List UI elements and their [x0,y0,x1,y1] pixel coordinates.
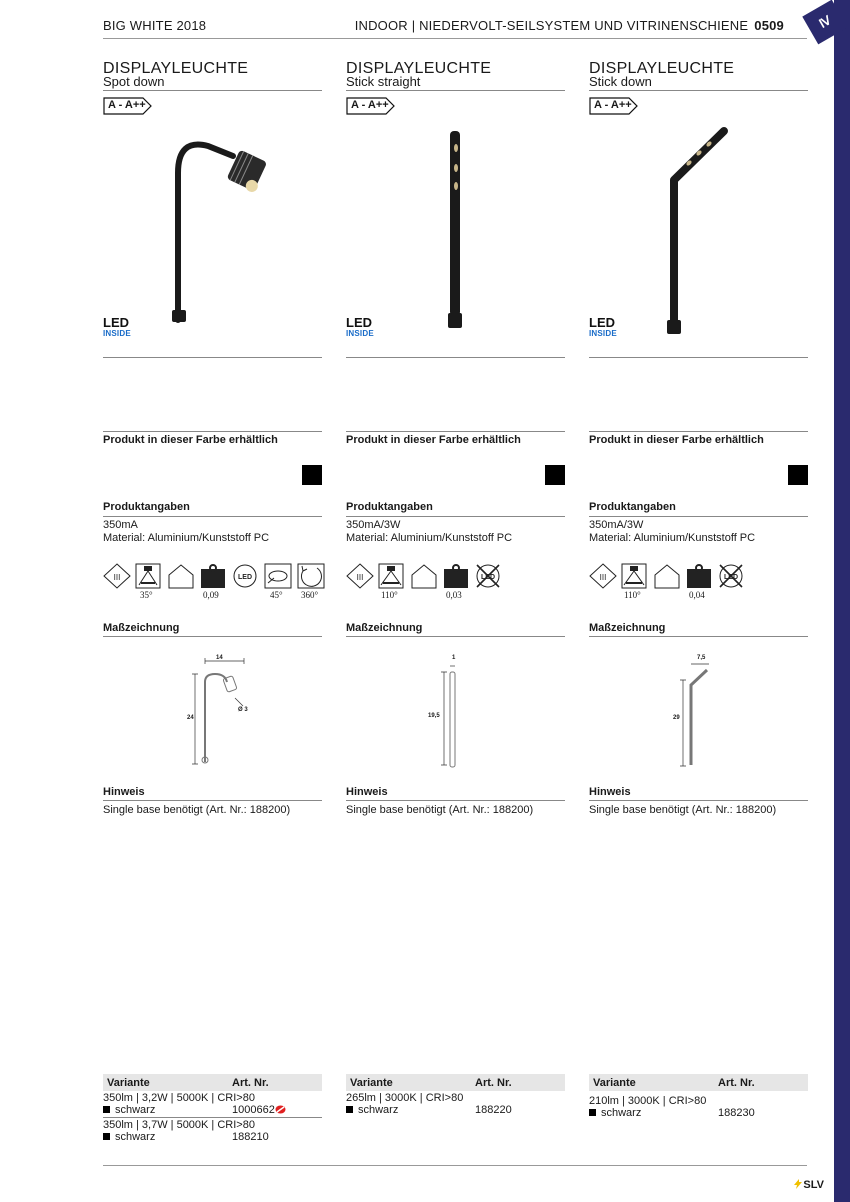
led-logo-text: LED [346,315,372,330]
variant-row[interactable] [346,1091,565,1117]
color-swatch-black[interactable] [302,465,322,485]
product-subtitle: Stick down [589,74,652,89]
lightning-icon [793,1179,803,1189]
section-name: INDOOR | NIEDERVOLT-SEILSYSTEM UND VITRINENSCHIENE [354,18,749,33]
note-heading: Hinweis [103,786,145,798]
product-subtitle: Stick straight [346,74,421,89]
beam-angle-icon [135,563,161,589]
tilt-value: 45° [270,590,283,600]
variant-spec: 210lm | 3000K | CRI>80 [589,1095,707,1107]
color-swatch-black[interactable] [545,465,565,485]
divider [589,636,808,637]
beam-angle-value: 110° [624,590,641,600]
led-exchangeable-icon [231,563,259,589]
divider [103,636,322,637]
svg-text:III: III [113,573,121,582]
chapter-tab[interactable]: Ⅳ [802,0,847,44]
note-text: Single base benötigt (Art. Nr.: 188200) [103,804,291,816]
dim-height: 19,5 [428,713,440,719]
variant-col-header: Variante [107,1077,150,1089]
svg-text:LED: LED [724,574,738,581]
variant-table [589,1074,808,1120]
weight-icon [686,563,712,589]
divider [346,90,565,91]
new-badge-icon [275,1105,286,1114]
indoor-house-icon [653,563,681,589]
divider [103,431,322,432]
color-square-icon [103,1106,110,1113]
divider [103,800,322,801]
energy-label [346,97,396,115]
variant-art-number: 1000662 [232,1104,275,1116]
color-heading: Produkt in dieser Farbe erhältlich [346,434,521,446]
specs-heading: Produktangaben [346,501,433,513]
art-col-header: Art. Nr. [475,1077,512,1089]
specs-heading: Produktangaben [589,501,676,513]
color-square-icon [589,1109,596,1116]
indoor-house-icon [410,563,438,589]
color-heading: Produkt in dieser Farbe erhältlich [103,434,278,446]
variant-art-nr: 188210 [232,1131,269,1143]
weight-value: 0,03 [446,590,462,600]
product-column-stick-down [589,0,808,1202]
variant-color-name: schwarz [358,1104,399,1116]
variant-row[interactable] [103,1091,322,1118]
energy-label [103,97,153,115]
protection-class-icon [346,563,374,589]
dimension-drawing-stick-straight [438,662,468,772]
variant-table-header [589,1074,808,1091]
beam-angle-icon [378,563,404,589]
variant-color-name: schwarz [115,1104,156,1116]
weight-value: 0,04 [689,590,705,600]
divider [346,357,565,358]
protection-class-icon [103,563,131,589]
dimension-drawing-spot-down [183,652,263,770]
svg-text:LED: LED [238,574,252,581]
weight-icon [443,563,469,589]
drawing-heading: Maßzeichnung [346,622,423,634]
led-not-exchangeable-icon [474,563,502,589]
color-square-icon [346,1106,353,1113]
divider [346,636,565,637]
drawing-heading: Maßzeichnung [103,622,180,634]
variant-art-nr [232,1104,286,1116]
footer-divider [103,1165,807,1166]
indoor-house-icon [167,563,195,589]
beam-angle-value: 35° [140,590,153,600]
product-image-spot-down [158,128,268,328]
note-heading: Hinweis [589,786,631,798]
weight-value: 0,09 [203,590,219,600]
variant-color-name: schwarz [601,1107,642,1119]
spec-material: Material: Aluminium/Kunststoff PC [103,532,270,544]
product-title: DISPLAYLEUCHTE [103,60,249,77]
led-logo-subtext: INSIDE [589,329,617,338]
product-column-stick-straight [346,0,565,1202]
variant-table-header [346,1074,565,1091]
divider [589,90,808,91]
variant-spec: 350lm | 3,7W | 5000K | CRI>80 [103,1119,255,1131]
divider [346,516,565,517]
drawing-heading: Maßzeichnung [589,622,666,634]
led-inside-logo [346,317,374,338]
led-inside-logo [103,317,131,338]
variant-color [103,1131,155,1143]
energy-label [589,97,639,115]
spec-current: 350mA [103,519,138,531]
dim-diameter: Ø 3 [238,707,248,713]
divider [346,800,565,801]
variant-spec: 350lm | 3,2W | 5000K | CRI>80 [103,1092,255,1104]
color-heading: Produkt in dieser Farbe erhältlich [589,434,764,446]
protection-class-icon [589,563,617,589]
specs-heading: Produktangaben [103,501,190,513]
product-image-stick-down [659,125,739,337]
divider [346,431,565,432]
note-text: Single base benötigt (Art. Nr.: 188200) [589,804,777,816]
spec-material: Material: Aluminium/Kunststoff PC [346,532,513,544]
energy-class: A - A++ [108,99,146,111]
dimension-drawing-stick-down [677,660,727,772]
dim-width: 14 [216,655,223,661]
spec-material: Material: Aluminium/Kunststoff PC [589,532,756,544]
color-square-icon [103,1133,110,1140]
variant-table-header [103,1074,322,1091]
chapter-sidebar [834,0,850,1202]
catalog-title: BIG WHITE 2018 [103,18,207,33]
variant-table [346,1074,565,1117]
variant-art-nr: 188230 [718,1107,755,1119]
brand-logo [793,1179,824,1191]
product-image-stick-straight [441,128,471,333]
note-heading: Hinweis [346,786,388,798]
energy-class: A - A++ [594,99,632,111]
variant-row[interactable] [589,1094,808,1120]
variant-col-header: Variante [593,1077,636,1089]
led-logo-subtext: INSIDE [103,329,131,338]
energy-class: A - A++ [351,99,389,111]
led-logo-text: LED [103,315,129,330]
color-swatch-black[interactable] [788,465,808,485]
dim-height: 24 [187,715,194,721]
led-not-exchangeable-icon [717,563,745,589]
spec-current: 350mA/3W [589,519,644,531]
variant-row[interactable] [103,1118,322,1144]
divider [103,90,322,91]
brand-name: SLV [803,1179,824,1191]
svg-text:III: III [356,573,364,582]
svg-text:LED: LED [481,574,495,581]
spec-current: 350mA/3W [346,519,401,531]
dim-width: 7,5 [697,655,706,661]
weight-icon [200,563,226,589]
spec-icons [103,563,333,603]
product-title: DISPLAYLEUCHTE [346,60,492,77]
rotation-value: 360° [301,590,319,600]
beam-angle-icon [621,563,647,589]
variant-color [346,1104,398,1116]
led-logo-text: LED [589,315,615,330]
variant-art-nr: 188220 [475,1104,512,1116]
beam-angle-value: 110° [381,590,398,600]
rotation-icon [297,563,325,589]
led-logo-subtext: INSIDE [346,329,374,338]
art-col-header: Art. Nr. [718,1077,755,1089]
svg-text:III: III [599,573,607,582]
product-subtitle: Spot down [103,74,165,89]
divider [589,431,808,432]
variant-color-name: schwarz [115,1131,156,1143]
tilt-angle-icon [264,563,292,589]
page-number: 0509 [754,18,784,33]
variant-color [589,1107,641,1119]
spec-icons [346,563,576,603]
divider [589,516,808,517]
divider [589,800,808,801]
divider [103,357,322,358]
dim-height: 29 [673,715,680,721]
note-text: Single base benötigt (Art. Nr.: 188200) [346,804,534,816]
variant-color [103,1104,155,1116]
divider [103,516,322,517]
product-title: DISPLAYLEUCHTE [589,60,735,77]
led-inside-logo [589,317,617,338]
variant-col-header: Variante [350,1077,393,1089]
dim-width: 1 [452,655,456,661]
divider [589,357,808,358]
spec-icons [589,563,819,603]
variant-table [103,1074,322,1144]
variant-spec: 265lm | 3000K | CRI>80 [346,1092,464,1104]
art-col-header: Art. Nr. [232,1077,269,1089]
product-column-spot-down [103,0,322,1202]
